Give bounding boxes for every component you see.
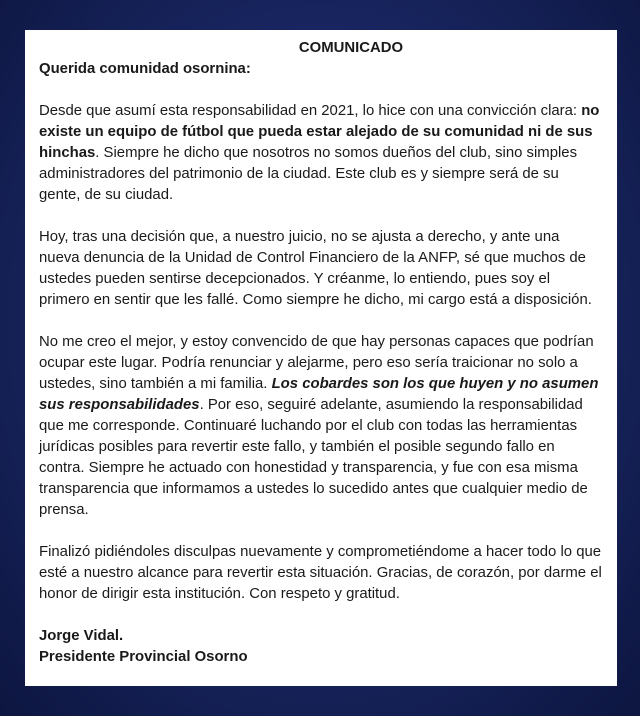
- paragraph-3-intro: No me creo el mejor, y estoy convencido de que hay personas capaces que podrían ocupar este lugar. Podría renunciar y alejarme, pero eso sería traicionar no solo a ustedes, sino también a mi familia.: [39, 334, 594, 392]
- greeting: Querida comunidad osornina:: [39, 61, 251, 77]
- paragraph-1-rest: . Siempre he dicho que nosotros no somos dueños del club, sino simples administradores del patrimonio de la ciudad. Este club es y siempre será de su gente, de su ciudad.: [39, 145, 578, 203]
- signature-block: [39, 626, 603, 668]
- paragraph-1: [39, 101, 603, 206]
- paragraph-3-rest: . Por eso, seguiré adelante, asumiendo la responsabilidad que me corresponde. Continuaré luchando por el club con todas las herramientas jurídicas posibles para revertir este fallo, y también el posible segundo fallo en contra. Siempre he actuado con honestidad y transparencia, y fue con esa misma transparencia que informamos a ustedes lo sucedido antes que cualquier medio de prensa.: [39, 397, 588, 518]
- paragraph-3-emphasis: Los cobardes son los que huyen y no asumen sus responsabilidades: [39, 376, 599, 413]
- signature-name: Jorge Vidal.: [39, 628, 124, 644]
- document-title: COMUNICADO: [298, 40, 404, 56]
- paragraph-4: Finalizó pidiéndoles disculpas nuevamente y comprometiéndome a hacer todo lo que esté a nuestro alcance para revertir esta situación. Gracias, de corazón, por darme el honor de dirigir esta institución. Con respeto y gratitud.: [39, 544, 602, 602]
- paragraph-1-bold: no existe un equipo de fútbol que pueda estar alejado de su comunidad ni de sus hinchas: [39, 103, 600, 161]
- paragraph-3: [39, 332, 603, 521]
- paragraph-1-intro: Desde que asumí esta responsabilidad en 2021, lo hice con una convicción clara:: [39, 103, 578, 119]
- statement-document: [25, 30, 617, 686]
- paragraph-2: Hoy, tras una decisión que, a nuestro juicio, no se ajusta a derecho, y ante una nueva denuncia de la Unidad de Control Financiero de la ANFP, sé que muchos de ustedes pueden sentirse decepcionados. Y créanme, lo entiendo, pues soy el primero en sentir que les fallé. Como siempre he dicho, mi cargo está a disposición.: [39, 229, 592, 308]
- signature-role: Presidente Provincial Osorno: [39, 649, 248, 665]
